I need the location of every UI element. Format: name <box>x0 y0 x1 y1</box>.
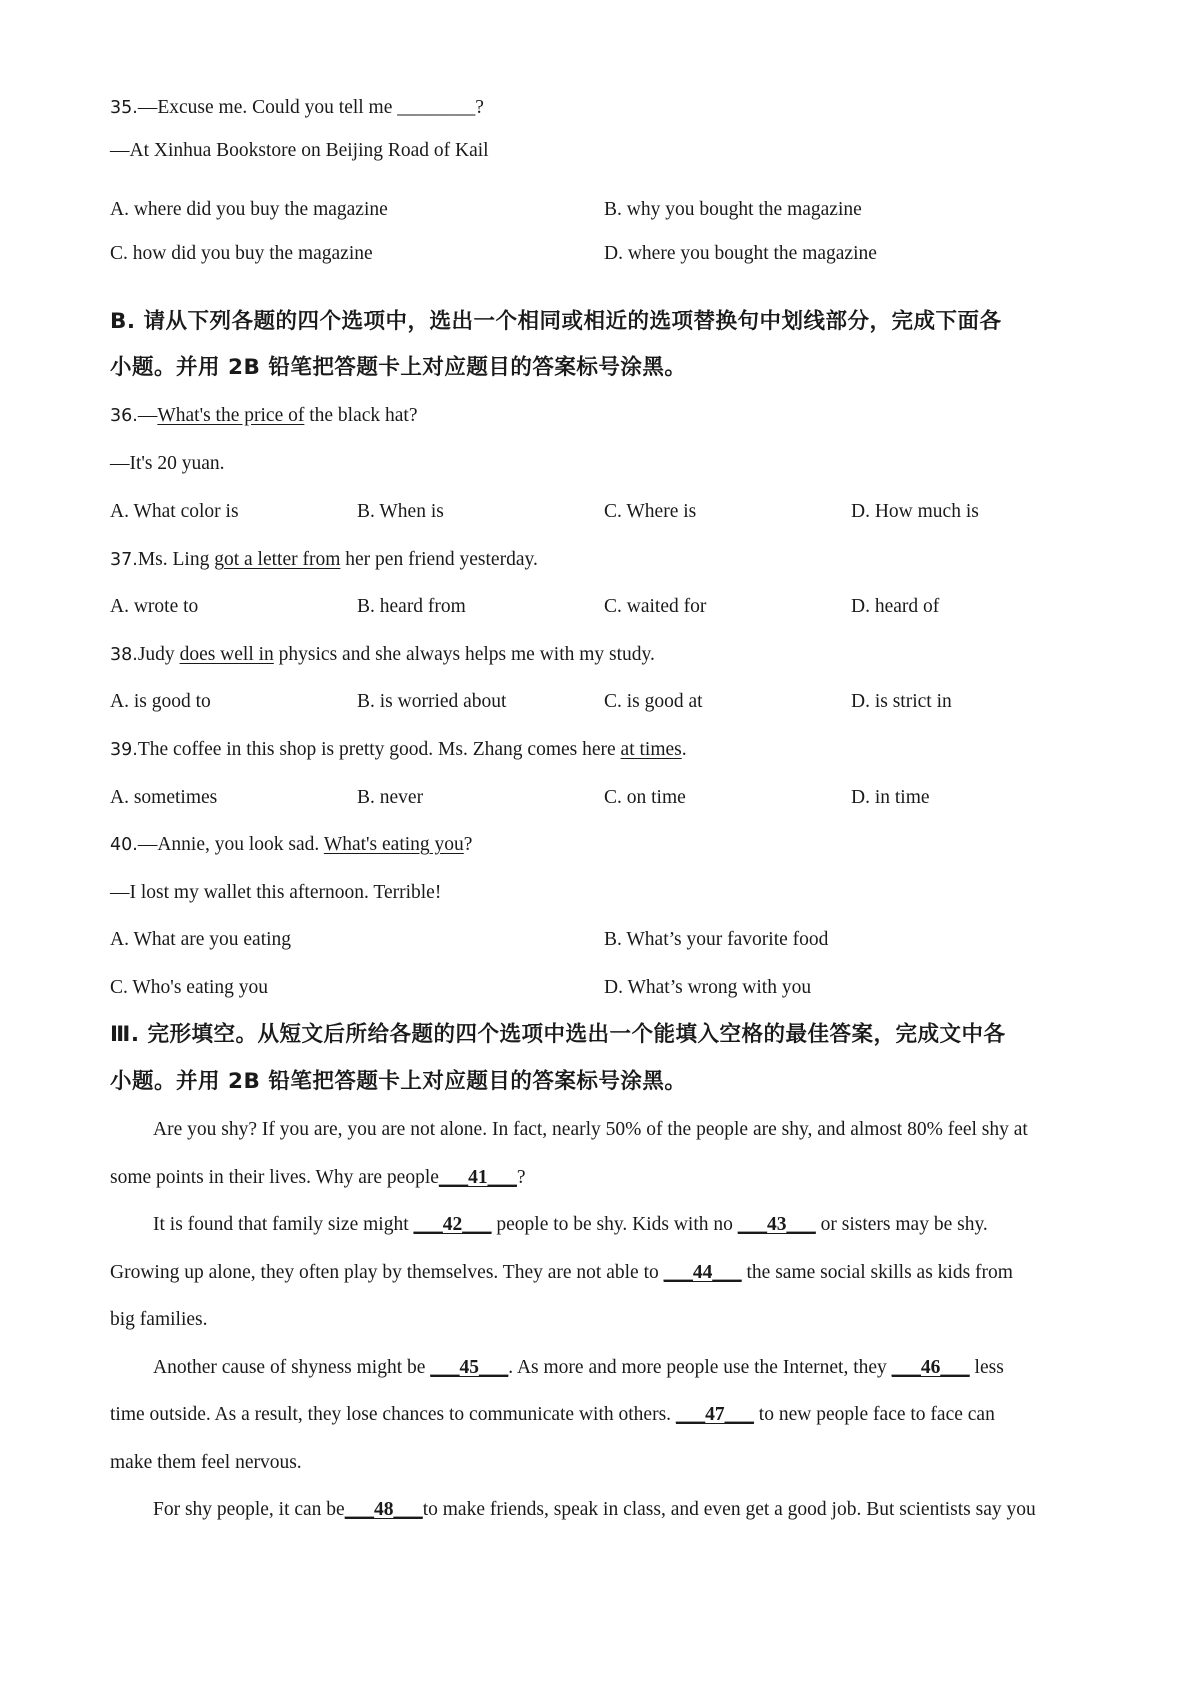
option-d: D. What’s wrong with you <box>604 977 812 998</box>
option-a: A. where did you buy the magazine <box>110 199 388 220</box>
underlined-phrase: What's the price of <box>157 405 305 426</box>
passage-text: less <box>969 1357 1004 1378</box>
section-3-heading-line2: 小题。并用 2B 铅笔把答题卡上对应题目的答案标号涂黑。 <box>110 1069 687 1094</box>
passage-text: some points in their lives. Why are people <box>110 1167 439 1188</box>
question-number: 35. <box>110 98 138 118</box>
passage-text: It is found that family size might <box>153 1214 414 1235</box>
option-a: A. What color is <box>110 501 239 522</box>
option-d: D. in time <box>851 787 930 808</box>
question-37-prompt <box>110 546 538 574</box>
option-a: A. sometimes <box>110 787 218 808</box>
question-number: 37. <box>110 550 138 570</box>
passage-text: people to be shy. Kids with no <box>491 1214 738 1235</box>
question-number: 36. <box>110 406 138 426</box>
question-40-prompt <box>110 831 472 859</box>
option-b: B. When is <box>357 501 444 522</box>
section-b-heading-line1: B. 请从下列各题的四个选项中，选出一个相同或相近的选项替换句中划线部分，完成下面各 <box>110 309 1002 334</box>
question-38-prompt <box>110 641 655 669</box>
question-text-post: ? <box>463 834 473 855</box>
option-c: C. is good at <box>604 691 703 712</box>
passage-p2-line1 <box>153 1211 1143 1239</box>
blank-48: ___48___ <box>344 1499 423 1520</box>
question-number: 40. <box>110 835 138 855</box>
option-c: C. how did you buy the magazine <box>110 243 373 264</box>
question-text-pre: The coffee in this shop is pretty good. Ms. Zhang comes here <box>137 739 621 760</box>
option-c: C. waited for <box>604 596 707 617</box>
option-b: B. heard from <box>357 596 466 617</box>
option-a: A. What are you eating <box>110 929 292 950</box>
blank-44: ___44___ <box>663 1262 742 1283</box>
question-text-post: physics and she always helps me with my study. <box>273 644 655 665</box>
question-text-post: . <box>681 739 687 760</box>
option-c: C. on time <box>604 787 686 808</box>
question-text-post: her pen friend yesterday. <box>340 549 538 570</box>
option-a: A. is good to <box>110 691 211 712</box>
question-text-pre: Ms. Ling <box>137 549 215 570</box>
option-c: C. Where is <box>604 501 697 522</box>
passage-text: time outside. As a result, they lose chances to communicate with others. <box>110 1404 676 1425</box>
option-d: D. How much is <box>851 501 979 522</box>
question-text-pre: — <box>137 405 158 426</box>
passage-p1-line1: Are you shy? If you are, you are not alone. In fact, nearly 50% of the people are shy, and almost 80% feel shy at <box>153 1119 1028 1140</box>
passage-text: ? <box>516 1167 526 1188</box>
blank-46: ___46___ <box>891 1357 970 1378</box>
passage-p3-line3: make them feel nervous. <box>110 1452 302 1473</box>
question-number: 38. <box>110 645 138 665</box>
passage-text: to new people face to face can <box>753 1404 995 1425</box>
passage-text: to make friends, speak in class, and even get a good job. But scientists say you <box>422 1499 1036 1520</box>
passage-p2-line3: big families. <box>110 1309 208 1330</box>
option-c: C. Who's eating you <box>110 977 269 998</box>
question-text-post: the black hat? <box>304 405 418 426</box>
passage-p3-line1 <box>153 1354 1143 1382</box>
underlined-phrase: What's eating you <box>323 834 464 855</box>
option-b: B. What’s your favorite food <box>604 929 829 950</box>
passage-p1-line2 <box>110 1164 1100 1192</box>
option-b: B. never <box>357 787 424 808</box>
question-36-reply: —It's 20 yuan. <box>110 453 225 474</box>
option-a: A. wrote to <box>110 596 199 617</box>
underlined-phrase: got a letter from <box>214 549 341 570</box>
passage-p3-line2 <box>110 1401 1100 1429</box>
question-40-reply: —I lost my wallet this afternoon. Terrible! <box>110 882 442 903</box>
question-36-prompt <box>110 402 418 430</box>
question-39-prompt <box>110 736 687 764</box>
question-text-pre: Judy <box>137 644 180 665</box>
option-b: B. is worried about <box>357 691 507 712</box>
passage-text: For shy people, it can be <box>153 1499 345 1520</box>
question-35-prompt <box>110 94 484 122</box>
passage-text: . As more and more people use the Internet, they <box>508 1357 892 1378</box>
option-d: D. heard of <box>851 596 940 617</box>
question-text: —Excuse me. Could you tell me ________? <box>137 97 484 118</box>
passage-p4-line1 <box>153 1496 1143 1524</box>
question-text-pre: —Annie, you look sad. <box>137 834 324 855</box>
section-3-heading-line1: Ⅲ. 完形填空。从短文后所给各题的四个选项中选出一个能填入空格的最佳答案，完成文中各 <box>110 1022 1006 1047</box>
question-35-reply: —At Xinhua Bookstore on Beijing Road of Kail <box>110 140 489 161</box>
blank-47: ___47___ <box>675 1404 754 1425</box>
passage-p2-line2 <box>110 1259 1100 1287</box>
passage-text: the same social skills as kids from <box>741 1262 1013 1283</box>
option-d: D. where you bought the magazine <box>604 243 877 264</box>
blank-45: ___45___ <box>430 1357 509 1378</box>
passage-text: or sisters may be shy. <box>815 1214 988 1235</box>
underlined-phrase: at times <box>620 739 682 760</box>
passage-text: Growing up alone, they often play by themselves. They are not able to <box>110 1262 664 1283</box>
passage-text: Another cause of shyness might be <box>153 1357 431 1378</box>
blank-43: ___43___ <box>737 1214 816 1235</box>
option-d: D. is strict in <box>851 691 952 712</box>
section-b-heading-line2: 小题。并用 2B 铅笔把答题卡上对应题目的答案标号涂黑。 <box>110 355 687 380</box>
underlined-phrase: does well in <box>179 644 274 665</box>
blank-41: ___41___ <box>438 1167 517 1188</box>
option-b: B. why you bought the magazine <box>604 199 862 220</box>
blank-42: ___42___ <box>413 1214 492 1235</box>
question-number: 39. <box>110 740 138 760</box>
